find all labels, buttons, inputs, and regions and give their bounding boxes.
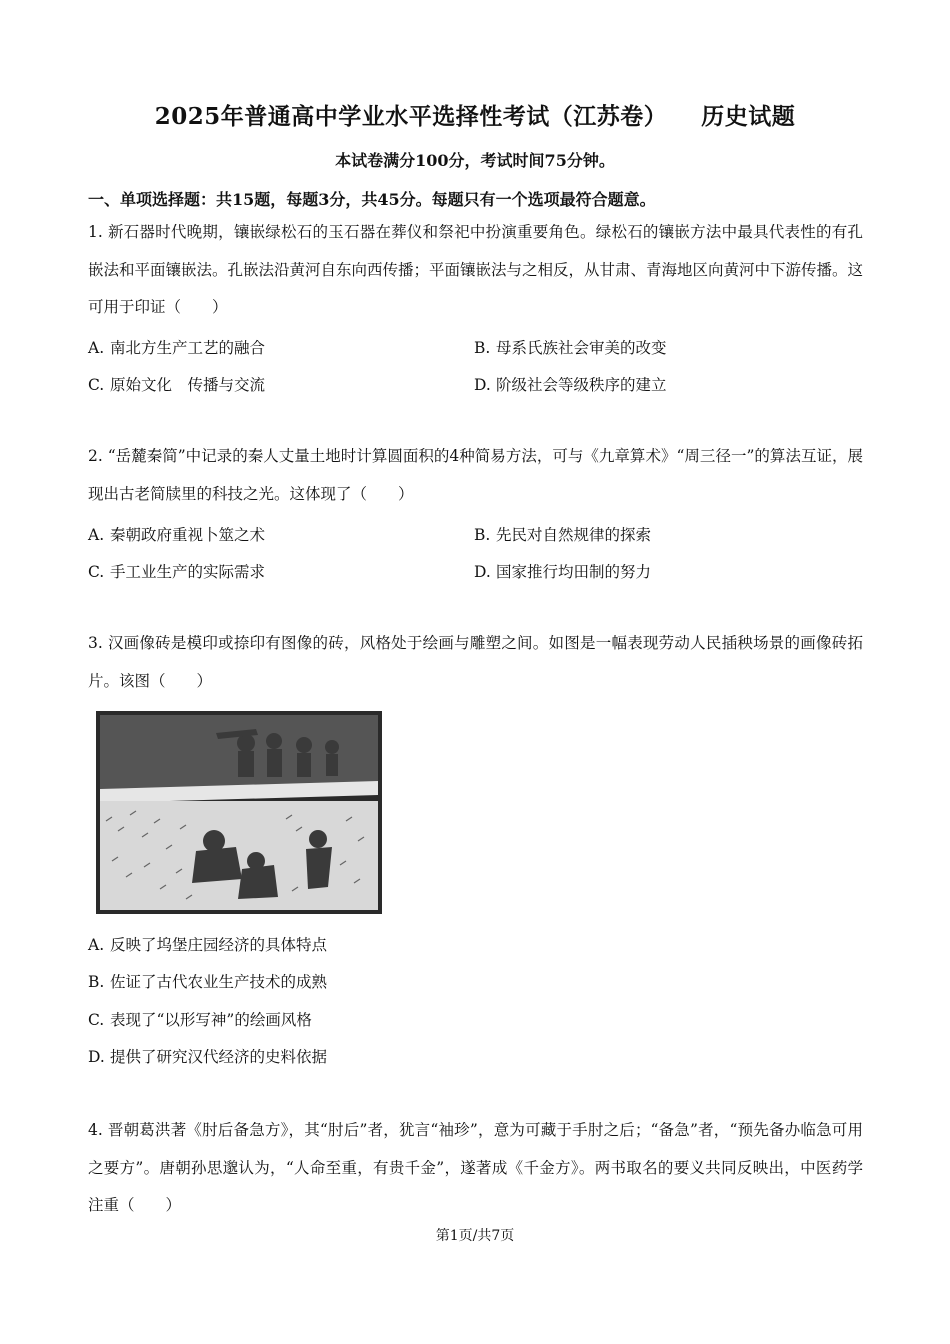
question-3-option-c — [88, 1008, 312, 1030]
question-2-option-d — [474, 560, 651, 582]
option-letter: B. — [474, 526, 491, 544]
option-letter: B. — [88, 973, 105, 991]
page-title — [0, 98, 950, 131]
option-text: 表现了“以形写神”的绘画风格 — [110, 1011, 312, 1029]
option-letter: A. — [88, 526, 105, 544]
question-3-option-d — [88, 1045, 327, 1067]
question-1-stem: 1. 新石器时代晚期，镶嵌绿松石的玉石器在葬仪和祭祀中扮演重要角色。绿松石的镶嵌方法中最具代表性的有孔嵌法和平面镶嵌法。孔嵌法沿黄河自东向西传播；平面镶嵌法与之相反，从甘肃、青海地区向黄河中下游传播。这可用于印证（ ） — [88, 223, 864, 316]
option-text: 母系氏族社会审美的改变 — [496, 339, 667, 357]
question-2-stem: 2. “岳麓秦简”中记录的秦人丈量土地时计算圆面积的4种简易方法，可与《九章算术》“周三径一”的算法互证，展现出古老简牍里的科技之光。这体现了（ ） — [88, 447, 863, 503]
option-text: 先民对自然规律的探索 — [496, 526, 652, 544]
option-letter: A. — [88, 339, 105, 357]
question-3-option-b — [88, 970, 327, 992]
page-number: 第1页/共7页 — [435, 1228, 515, 1244]
option-letter: D. — [88, 1048, 105, 1066]
option-text: 反映了坞堡庄园经济的具体特点 — [110, 936, 328, 954]
option-letter: D. — [474, 376, 491, 394]
title-main: 2025年普通高中学业水平选择性考试（江苏卷） — [154, 103, 668, 130]
option-text: 手工业生产的实际需求 — [110, 563, 266, 581]
question-1-option-b — [474, 336, 667, 358]
question-1-option-d — [474, 373, 667, 395]
option-text: 阶级社会等级秩序的建立 — [496, 376, 667, 394]
question-2-option-c — [88, 560, 265, 582]
exam-instructions: 本试卷满分100分，考试时间75分钟。 — [335, 151, 615, 170]
title-subject: 历史试题 — [701, 103, 796, 130]
option-text: 原始文化 传播与交流 — [110, 376, 266, 394]
question-3-option-a — [88, 933, 327, 955]
option-text: 提供了研究汉代经济的史料依据 — [110, 1048, 328, 1066]
option-letter: C. — [88, 376, 105, 394]
question-4-stem: 4. 晋朝葛洪著《肘后备急方》，其“肘后”者，犹言“袖珍”，意为可藏于手肘之后；“备急”者，“预先备办临急可用之要方”。唐朝孙思邈认为，“人命至重，有贵千金”，遂著成《千金方》。两书取名的要义共同反映出，中医药学注重（ ） — [88, 1121, 863, 1214]
han-brick-rubbing-image — [96, 711, 382, 914]
option-letter: D. — [474, 563, 491, 581]
option-letter: A. — [88, 936, 105, 954]
question-1-option-c — [88, 373, 265, 395]
question-1-option-a — [88, 336, 265, 358]
section-heading: 一、单项选择题：共15题，每题3分，共45分。每题只有一个选项最符合题意。 — [88, 190, 656, 209]
question-2-option-b — [474, 523, 651, 545]
option-text: 南北方生产工艺的融合 — [110, 339, 266, 357]
option-text: 佐证了古代农业生产技术的成熟 — [110, 973, 328, 991]
option-text: 秦朝政府重视卜筮之术 — [110, 526, 266, 544]
question-2-option-a — [88, 523, 265, 545]
option-letter: C. — [88, 563, 105, 581]
option-letter: B. — [474, 339, 491, 357]
option-letter: C. — [88, 1011, 105, 1029]
question-3-stem: 3. 汉画像砖是模印或捺印有图像的砖，风格处于绘画与雕塑之间。如图是一幅表现劳动人民插秧场景的画像砖拓片。该图（ ） — [88, 634, 863, 690]
option-text: 国家推行均田制的努力 — [496, 563, 652, 581]
